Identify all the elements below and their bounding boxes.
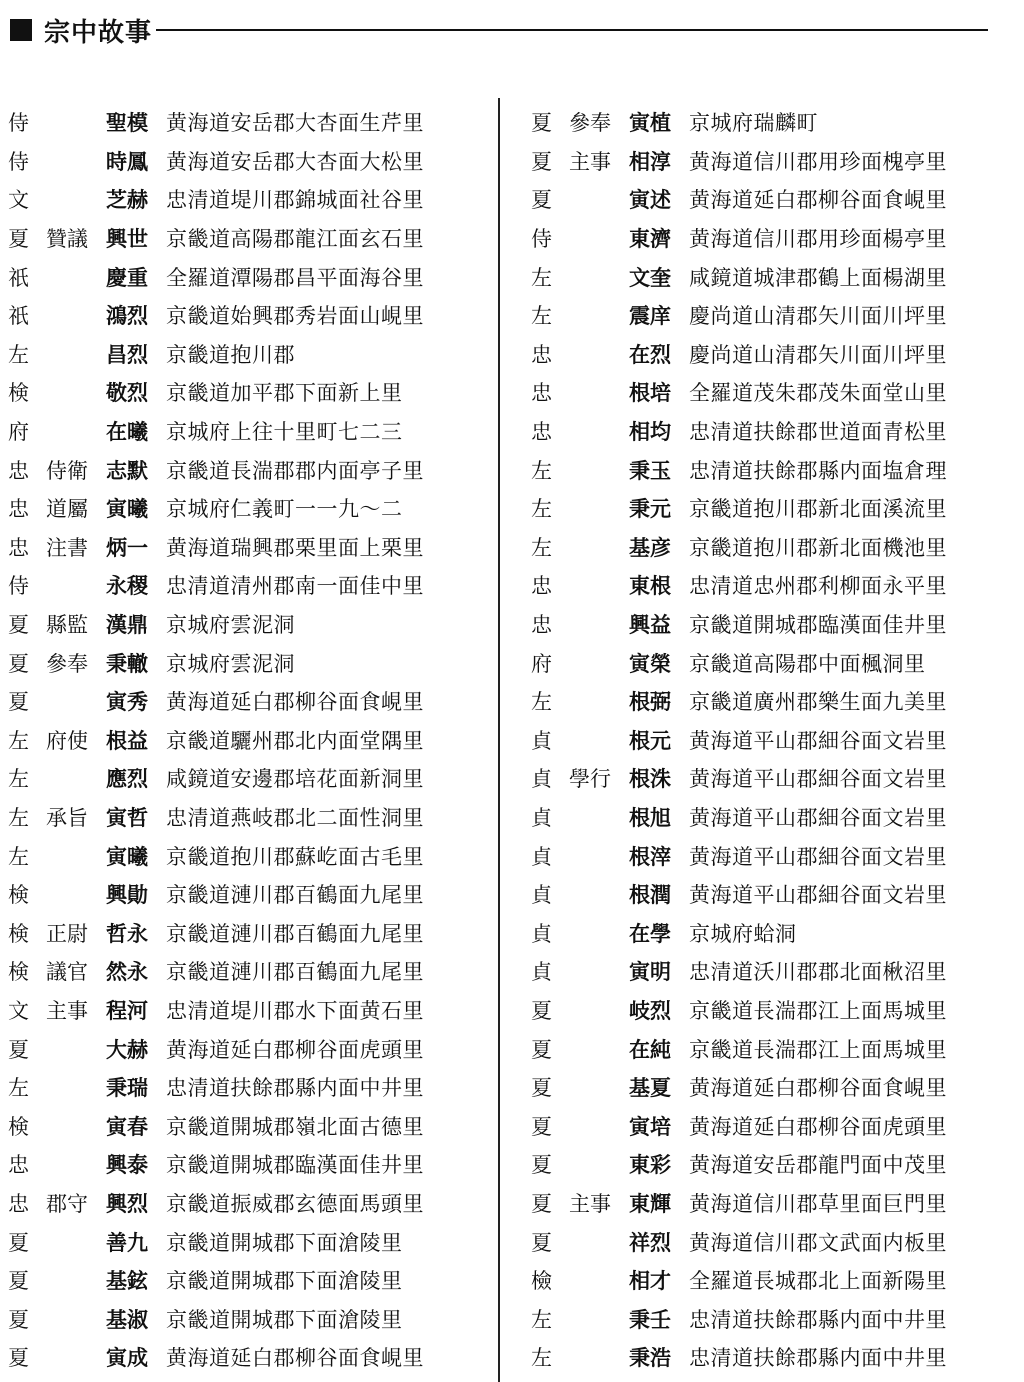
entry-address: 京城府上往十里町七二三	[166, 420, 403, 445]
entry-name: 炳一	[106, 535, 148, 560]
entry-name: 震庠	[629, 304, 671, 329]
entry-address: 黄海道信川郡文武面内板里	[689, 1230, 947, 1255]
entry-row	[8, 875, 478, 914]
entry-branch: 貞	[531, 960, 552, 985]
entry-branch: 忠	[531, 342, 552, 367]
entry-name: 文奎	[629, 265, 671, 290]
entry-name: 寅植	[629, 111, 671, 136]
entry-row	[531, 1222, 1001, 1261]
entry-name: 祥烈	[629, 1230, 671, 1255]
entry-name: 相才	[629, 1269, 671, 1294]
entry-branch: 忠	[531, 574, 552, 599]
entry-row	[8, 643, 478, 682]
entry-row	[8, 759, 478, 798]
entry-office: 學行	[569, 767, 611, 792]
entry-row	[8, 296, 478, 335]
entry-row	[8, 798, 478, 837]
entry-row	[531, 875, 1001, 914]
entry-name: 寅述	[629, 188, 671, 213]
entry-branch: 夏	[531, 1076, 552, 1101]
entry-name: 慶重	[106, 265, 148, 290]
header-rule	[156, 29, 988, 31]
entry-address: 黄海道延白郡柳谷面食峴里	[166, 690, 424, 715]
entry-name: 寅秀	[106, 690, 148, 715]
entry-row	[8, 682, 478, 721]
entry-name: 興泰	[106, 1153, 148, 1178]
entry-name: 東根	[629, 574, 671, 599]
entry-branch: 忠	[531, 420, 552, 445]
entry-row	[531, 1029, 1001, 1068]
entry-office: 道屬	[46, 497, 88, 522]
entry-row	[531, 335, 1001, 374]
entry-row	[531, 489, 1001, 528]
entry-branch: 夏	[8, 1307, 29, 1332]
entry-address: 京畿道長湍郡郡内面亭子里	[166, 458, 424, 483]
entry-row	[531, 566, 1001, 605]
entry-address: 咸鏡道城津郡鶴上面楊湖里	[689, 265, 947, 290]
entry-address: 黄海道延白郡柳谷面食峴里	[166, 1346, 424, 1371]
entry-row	[531, 1145, 1001, 1184]
entry-branch: 夏	[8, 1230, 29, 1255]
entry-address: 黄海道延白郡柳谷面食峴里	[689, 1076, 947, 1101]
entry-branch: 忠	[8, 535, 29, 560]
entry-branch: 検	[8, 960, 29, 985]
entry-branch: 侍	[8, 574, 29, 599]
black-square-icon	[10, 19, 32, 41]
entry-branch: 侍	[8, 149, 29, 174]
entry-name: 寅榮	[629, 651, 671, 676]
entry-name: 興益	[629, 613, 671, 638]
entry-branch: 文	[8, 188, 29, 213]
entry-row	[8, 566, 478, 605]
entry-branch: 夏	[8, 1346, 29, 1371]
entry-branch: 夏	[531, 1191, 552, 1216]
entry-branch: 左	[531, 304, 552, 329]
entry-branch: 貞	[531, 805, 552, 830]
entry-row	[8, 991, 478, 1030]
entry-name: 善九	[106, 1230, 148, 1255]
entry-name: 根益	[106, 728, 148, 753]
entry-row	[531, 1338, 1001, 1377]
entry-row	[531, 373, 1001, 412]
entry-row	[531, 605, 1001, 644]
entry-address: 京畿道漣川郡百鶴面九尾里	[166, 960, 424, 985]
entry-address: 忠清道扶餘郡縣内面塩倉理	[689, 458, 947, 483]
entry-address: 京畿道開城郡下面滄陵里	[166, 1269, 403, 1294]
entry-address: 京畿道始興郡秀岩面山峴里	[166, 304, 424, 329]
entry-branch: 貞	[531, 767, 552, 792]
entry-address: 京畿道高陽郡中面楓洞里	[689, 651, 926, 676]
entry-row	[531, 1299, 1001, 1338]
entry-branch: 祇	[8, 265, 29, 290]
entry-branch: 左	[531, 265, 552, 290]
entry-address: 全羅道長城郡北上面新陽里	[689, 1269, 947, 1294]
entry-row	[8, 913, 478, 952]
entry-name: 根洙	[629, 767, 671, 792]
entry-name: 根旭	[629, 805, 671, 830]
entry-row	[531, 1261, 1001, 1300]
entry-name: 寅曦	[106, 844, 148, 869]
entry-row	[8, 142, 478, 181]
entry-branch: 忠	[8, 497, 29, 522]
entry-row	[531, 257, 1001, 296]
entry-branch: 左	[531, 690, 552, 715]
entry-row	[8, 219, 478, 258]
entry-name: 漢鼎	[106, 613, 148, 638]
entry-row	[531, 1184, 1001, 1223]
entry-row	[8, 373, 478, 412]
entry-address: 黄海道平山郡細谷面文岩里	[689, 844, 947, 869]
entry-row	[8, 721, 478, 760]
entry-office: 縣監	[46, 613, 88, 638]
entry-address: 忠清道扶餘郡縣内面中井里	[689, 1346, 947, 1371]
entry-address: 黄海道平山郡細谷面文岩里	[689, 805, 947, 830]
entry-name: 秉轍	[106, 651, 148, 676]
entry-address: 黄海道延白郡柳谷面食峴里	[689, 188, 947, 213]
entry-address: 京畿道廣州郡樂生面九美里	[689, 690, 947, 715]
entry-name: 東輝	[629, 1191, 671, 1216]
entry-name: 鴻烈	[106, 304, 148, 329]
entry-branch: 左	[531, 535, 552, 560]
entry-row	[531, 219, 1001, 258]
entry-address: 黄海道信川郡用珍面槐亭里	[689, 149, 947, 174]
entry-address: 京畿道開城郡嶺北面古德里	[166, 1114, 424, 1139]
entry-row	[531, 952, 1001, 991]
entry-name: 基鉉	[106, 1269, 148, 1294]
entry-row	[531, 103, 1001, 142]
entry-name: 大赫	[106, 1037, 148, 1062]
entry-branch: 侍	[8, 111, 29, 136]
entry-row	[531, 643, 1001, 682]
entry-branch: 左	[8, 767, 29, 792]
entry-address: 黄海道信川郡草里面巨門里	[689, 1191, 947, 1216]
entry-name: 秉浩	[629, 1346, 671, 1371]
entry-branch: 檢	[531, 1269, 552, 1294]
entry-name: 寅曦	[106, 497, 148, 522]
entry-address: 京畿道抱川郡新北面溪流里	[689, 497, 947, 522]
entry-row	[8, 489, 478, 528]
entry-address: 咸鏡道安邊郡培花面新洞里	[166, 767, 424, 792]
entry-name: 在烈	[629, 342, 671, 367]
entry-name: 程河	[106, 998, 148, 1023]
entry-name: 興勛	[106, 883, 148, 908]
entry-branch: 府	[531, 651, 552, 676]
entry-branch: 忠	[8, 1191, 29, 1216]
entry-name: 寅春	[106, 1114, 148, 1139]
entry-branch: 夏	[8, 651, 29, 676]
section-title: 宗中故事	[44, 17, 153, 48]
column-divider	[498, 98, 500, 1382]
entry-row	[531, 721, 1001, 760]
entry-branch: 祇	[8, 304, 29, 329]
entry-name: 寅培	[629, 1114, 671, 1139]
entry-branch: 貞	[531, 844, 552, 869]
entry-address: 京畿道加平郡下面新上里	[166, 381, 403, 406]
entry-branch: 左	[8, 342, 29, 367]
entry-branch: 夏	[531, 1230, 552, 1255]
entry-name: 秉瑞	[106, 1076, 148, 1101]
entry-branch: 左	[531, 497, 552, 522]
entry-office: 正尉	[46, 921, 88, 946]
entry-branch: 忠	[8, 1153, 29, 1178]
entry-address: 京城府仁義町一一九〜二	[166, 497, 403, 522]
entry-branch: 左	[531, 1346, 552, 1371]
entry-branch: 左	[8, 728, 29, 753]
entry-address: 京畿道抱川郡	[166, 342, 295, 367]
entry-branch: 侍	[531, 227, 552, 252]
right-column	[531, 103, 1001, 1377]
entry-address: 黄海道安岳郡大杏面大松里	[166, 149, 424, 174]
entry-address: 京畿道抱川郡新北面機池里	[689, 535, 947, 560]
entry-branch: 検	[8, 921, 29, 946]
entry-name: 哲永	[106, 921, 148, 946]
entry-address: 京畿道高陽郡龍江面玄石里	[166, 227, 424, 252]
entry-branch: 忠	[8, 458, 29, 483]
entry-name: 在學	[629, 921, 671, 946]
entry-name: 基彦	[629, 535, 671, 560]
entry-name: 敬烈	[106, 381, 148, 406]
entry-branch: 左	[8, 1076, 29, 1101]
entry-address: 忠清道扶餘郡縣内面中井里	[166, 1076, 424, 1101]
entry-row	[8, 952, 478, 991]
entry-office: 參奉	[46, 651, 88, 676]
entry-branch: 夏	[531, 1153, 552, 1178]
entry-name: 根元	[629, 728, 671, 753]
entry-name: 根弼	[629, 690, 671, 715]
entry-row	[531, 836, 1001, 875]
entry-office: 主事	[46, 998, 88, 1023]
entry-address: 忠清道堤川郡水下面黄石里	[166, 998, 424, 1023]
entry-row	[8, 1106, 478, 1145]
section-header	[10, 10, 988, 50]
entry-row	[531, 682, 1001, 721]
entry-branch: 貞	[531, 883, 552, 908]
entry-branch: 左	[531, 1307, 552, 1332]
entry-name: 應烈	[106, 767, 148, 792]
entry-branch: 夏	[531, 1037, 552, 1062]
left-column	[8, 103, 478, 1377]
entry-address: 全羅道潭陽郡昌平面海谷里	[166, 265, 424, 290]
entry-name: 昌烈	[106, 342, 148, 367]
entry-row	[8, 605, 478, 644]
entry-address: 京城府蛤洞	[689, 921, 797, 946]
entry-address: 京城府瑞麟町	[689, 111, 818, 136]
entry-branch: 左	[531, 458, 552, 483]
entry-address: 慶尚道山清郡矢川面川坪里	[689, 342, 947, 367]
entry-branch: 忠	[531, 613, 552, 638]
entry-name: 在純	[629, 1037, 671, 1062]
entry-office: 郡守	[46, 1191, 88, 1216]
entry-address: 京畿道長湍郡江上面馬城里	[689, 1037, 947, 1062]
entry-name: 秉玉	[629, 458, 671, 483]
entry-address: 忠清道堤川郡錦城面社谷里	[166, 188, 424, 213]
entry-office: 主事	[569, 149, 611, 174]
entry-row	[8, 180, 478, 219]
entry-row	[8, 450, 478, 489]
entry-address: 京畿道開城郡臨漢面佳井里	[166, 1153, 424, 1178]
entry-row	[531, 180, 1001, 219]
entry-address: 京畿道開城郡臨漢面佳井里	[689, 613, 947, 638]
entry-name: 基夏	[629, 1076, 671, 1101]
entry-row	[531, 1106, 1001, 1145]
entry-name: 東濟	[629, 227, 671, 252]
entry-name: 東彩	[629, 1153, 671, 1178]
entry-branch: 検	[8, 1114, 29, 1139]
entry-branch: 忠	[531, 381, 552, 406]
entry-row	[8, 1261, 478, 1300]
entry-address: 京畿道振威郡玄德面馬頭里	[166, 1191, 424, 1216]
entry-branch: 貞	[531, 921, 552, 946]
entry-name: 永稷	[106, 574, 148, 599]
entry-address: 京畿道驪州郡北内面堂隅里	[166, 728, 424, 753]
entry-row	[8, 1222, 478, 1261]
entry-address: 黄海道信川郡用珍面楊亭里	[689, 227, 947, 252]
entry-branch: 文	[8, 998, 29, 1023]
entry-address: 黄海道延白郡柳谷面虎頭里	[689, 1114, 947, 1139]
entry-row	[8, 1068, 478, 1107]
entry-address: 黄海道平山郡細谷面文岩里	[689, 883, 947, 908]
entry-address: 黄海道平山郡細谷面文岩里	[689, 728, 947, 753]
entry-name: 芝赫	[106, 188, 148, 213]
entry-name: 寅哲	[106, 805, 148, 830]
entry-branch: 夏	[531, 1114, 552, 1139]
entry-row	[531, 798, 1001, 837]
entry-row	[8, 836, 478, 875]
entry-name: 根滓	[629, 844, 671, 869]
entry-address: 忠清道沃川郡郡北面楸沼里	[689, 960, 947, 985]
entry-row	[8, 1338, 478, 1377]
entry-row	[8, 103, 478, 142]
entry-row	[8, 1299, 478, 1338]
entry-name: 興烈	[106, 1191, 148, 1216]
entry-branch: 夏	[8, 690, 29, 715]
entry-name: 相淳	[629, 149, 671, 174]
entry-address: 黄海道安岳郡龍門面中茂里	[689, 1153, 947, 1178]
entry-row	[531, 412, 1001, 451]
entry-branch: 貞	[531, 728, 552, 753]
entry-row	[531, 991, 1001, 1030]
entry-row	[8, 1184, 478, 1223]
entry-name: 根培	[629, 381, 671, 406]
entry-address: 忠清道扶餘郡世道面青松里	[689, 420, 947, 445]
entry-address: 京城府雲泥洞	[166, 651, 295, 676]
entry-name: 聖模	[106, 111, 148, 136]
entry-row	[8, 528, 478, 567]
entry-address: 京畿道漣川郡百鶴面九尾里	[166, 921, 424, 946]
entry-name: 基淑	[106, 1307, 148, 1332]
entry-address: 京畿道長湍郡江上面馬城里	[689, 998, 947, 1023]
entry-office: 府使	[46, 728, 88, 753]
entry-address: 慶尚道山清郡矢川面川坪里	[689, 304, 947, 329]
entry-row	[8, 335, 478, 374]
entry-name: 寅成	[106, 1346, 148, 1371]
entry-name: 時鳳	[106, 149, 148, 174]
entry-address: 黄海道延白郡柳谷面虎頭里	[166, 1037, 424, 1062]
entry-branch: 夏	[8, 1269, 29, 1294]
entry-row	[531, 142, 1001, 181]
entry-address: 忠清道燕岐郡北二面性洞里	[166, 805, 424, 830]
entry-row	[531, 913, 1001, 952]
entry-name: 然永	[106, 960, 148, 985]
entry-row	[531, 528, 1001, 567]
entry-branch: 夏	[531, 188, 552, 213]
entry-row	[531, 450, 1001, 489]
entry-address: 黄海道安岳郡大杏面生芹里	[166, 111, 424, 136]
entry-row	[531, 759, 1001, 798]
entry-branch: 夏	[531, 111, 552, 136]
entry-address: 京畿道抱川郡蘇屹面古毛里	[166, 844, 424, 869]
entry-branch: 夏	[531, 149, 552, 174]
entry-row	[8, 257, 478, 296]
entry-branch: 夏	[8, 1037, 29, 1062]
entry-address: 忠清道扶餘郡縣内面中井里	[689, 1307, 947, 1332]
entry-office: 承旨	[46, 805, 88, 830]
entry-branch: 左	[8, 844, 29, 869]
entry-office: 議官	[46, 960, 88, 985]
entry-address: 全羅道茂朱郡茂朱面堂山里	[689, 381, 947, 406]
entry-name: 在曦	[106, 420, 148, 445]
entry-branch: 夏	[8, 613, 29, 638]
entry-address: 黄海道平山郡細谷面文岩里	[689, 767, 947, 792]
entry-row	[531, 1068, 1001, 1107]
entry-office: 贊議	[46, 227, 88, 252]
entry-name: 相均	[629, 420, 671, 445]
entry-name: 興世	[106, 227, 148, 252]
entry-office: 主事	[569, 1191, 611, 1216]
entry-branch: 検	[8, 381, 29, 406]
entry-address: 京畿道漣川郡百鶴面九尾里	[166, 883, 424, 908]
entry-row	[8, 412, 478, 451]
entry-name: 秉元	[629, 497, 671, 522]
entry-branch: 府	[8, 420, 29, 445]
entry-row	[8, 1029, 478, 1068]
entry-branch: 検	[8, 883, 29, 908]
entry-row	[8, 1145, 478, 1184]
entry-branch: 左	[8, 805, 29, 830]
entry-office: 注書	[46, 535, 88, 560]
entry-branch: 夏	[531, 998, 552, 1023]
entry-address: 京畿道開城郡下面滄陵里	[166, 1307, 403, 1332]
entry-office: 參奉	[569, 111, 611, 136]
entry-address: 忠清道忠州郡利柳面永平里	[689, 574, 947, 599]
entry-row	[531, 296, 1001, 335]
entry-name: 岐烈	[629, 998, 671, 1023]
entry-address: 黄海道瑞興郡栗里面上栗里	[166, 535, 424, 560]
entry-address: 京城府雲泥洞	[166, 613, 295, 638]
entry-name: 寅明	[629, 960, 671, 985]
entry-office: 侍衛	[46, 458, 88, 483]
entry-name: 根潤	[629, 883, 671, 908]
entry-address: 忠清道清州郡南一面佳中里	[166, 574, 424, 599]
entry-name: 秉壬	[629, 1307, 671, 1332]
entry-branch: 夏	[8, 227, 29, 252]
entry-address: 京畿道開城郡下面滄陵里	[166, 1230, 403, 1255]
entry-name: 志默	[106, 458, 148, 483]
